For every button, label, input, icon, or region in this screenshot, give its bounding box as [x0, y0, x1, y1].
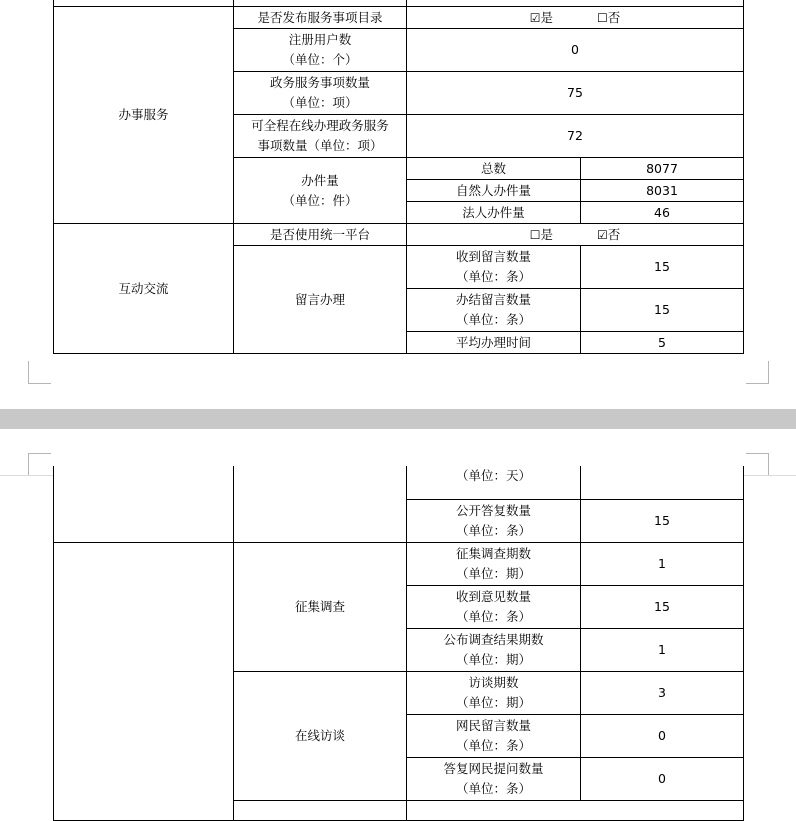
interview-periods-label-cell: [407, 671, 581, 714]
government-website-table-part-2: [53, 466, 744, 821]
items-value: 75: [407, 72, 744, 115]
interview-periods-label: 访谈期数: [468, 674, 519, 690]
total-value: 8077: [581, 158, 744, 180]
checkbox-checked-icon: ☑: [529, 10, 541, 25]
message-label: 留言办理: [234, 246, 407, 354]
message-continued: [234, 466, 407, 542]
items-unit: （单位：项）: [282, 95, 358, 110]
checkbox-checked-icon: ☑: [597, 227, 608, 242]
received-label: 收到留言数量: [455, 249, 531, 264]
opinions-unit: （单位：条）: [455, 608, 531, 624]
online-label-line-2: 事项数量（单位：项）: [257, 138, 383, 153]
results-unit: （单位：期）: [455, 651, 531, 667]
online-value: 72: [407, 115, 744, 158]
next-row-value: [407, 800, 744, 820]
platform-yes-option: ☐是: [530, 225, 553, 245]
online-label-line-1: 可全程在线办理政务服务: [251, 118, 389, 133]
interview-periods-unit: （单位：期）: [455, 694, 531, 710]
catalog-no-option: ☐否: [597, 8, 620, 28]
platform-checkbox-cell: [407, 224, 744, 246]
platform-no-option: ☑否: [597, 225, 620, 245]
public-reply-unit: （单位：条）: [455, 522, 531, 538]
catalog-label: 是否发布服务事项目录: [234, 7, 407, 29]
page-corner-mark: [28, 453, 51, 476]
survey-periods-unit: （单位：期）: [455, 565, 531, 581]
legal-value: 46: [581, 202, 744, 224]
messages-label: 网民留言数量: [455, 717, 531, 733]
day-unit: （单位：天）: [407, 466, 581, 499]
received-unit: （单位：条）: [455, 269, 531, 284]
table-row: [54, 7, 744, 29]
interview-periods-value: 3: [581, 671, 744, 714]
interview-label: 在线访谈: [234, 671, 407, 800]
results-label-cell: [407, 628, 581, 671]
users-value: 0: [407, 29, 744, 72]
survey-periods-value: 1: [581, 542, 744, 585]
survey-label: 征集调查: [234, 542, 407, 671]
category-interaction: 互动交流: [54, 224, 234, 354]
received-label-cell: [407, 246, 581, 289]
catalog-checkbox-cell: [407, 7, 744, 29]
category-service: 办事服务: [54, 7, 234, 224]
category-continued: [54, 466, 234, 542]
results-label: 公布调查结果期数: [443, 631, 544, 647]
online-label-cell: [234, 115, 407, 158]
results-value: 1: [581, 628, 744, 671]
natural-value: 8031: [581, 180, 744, 202]
answers-label: 答复网民提问数量: [443, 760, 544, 776]
avg-time-value: 5: [581, 332, 744, 354]
answers-value: 0: [581, 757, 744, 800]
items-label-cell: [234, 72, 407, 115]
survey-periods-label: 征集调查期数: [455, 545, 531, 561]
checkbox-unchecked-icon: ☐: [597, 10, 608, 25]
answers-unit: （单位：条）: [455, 780, 531, 796]
page-corner-mark: [746, 361, 769, 384]
handled-label-cell: [407, 289, 581, 332]
next-row-label: [234, 800, 407, 820]
platform-label: 是否使用统一平台: [234, 224, 407, 246]
avg-time-value-continued: [581, 466, 744, 499]
checkbox-unchecked-icon: ☐: [529, 227, 541, 242]
users-unit: （单位：个）: [282, 52, 358, 67]
messages-unit: （单位：条）: [455, 737, 531, 753]
natural-label: 自然人办件量: [407, 180, 581, 202]
table-row: [54, 224, 744, 246]
category-continued: [54, 542, 234, 820]
page-gap: [0, 409, 796, 429]
public-reply-label: 公开答复数量: [455, 502, 531, 518]
volume-unit: （单位：件）: [282, 192, 358, 208]
table-row: [54, 466, 744, 499]
handled-label: 办结留言数量: [455, 292, 531, 307]
handled-value: 15: [581, 289, 744, 332]
volume-label: 办件量: [301, 172, 339, 188]
answers-label-cell: [407, 757, 581, 800]
users-label: 注册用户数: [288, 32, 352, 47]
items-label: 政务服务事项数量: [269, 75, 370, 90]
messages-value: 0: [581, 714, 744, 757]
total-label: 总数: [407, 158, 581, 180]
opinions-label-cell: [407, 585, 581, 628]
public-reply-label-cell: [407, 499, 581, 542]
received-value: 15: [581, 246, 744, 289]
legal-label: 法人办件量: [407, 202, 581, 224]
avg-time-label: 平均办理时间: [407, 332, 581, 354]
public-reply-value: 15: [581, 499, 744, 542]
catalog-yes-option: ☑是: [530, 8, 553, 28]
handled-unit: （单位：条）: [455, 312, 531, 327]
volume-label-cell: [234, 158, 407, 224]
users-label-cell: [234, 29, 407, 72]
government-website-table-part-1: [53, 0, 744, 354]
table-row: [54, 542, 744, 585]
page-corner-mark: [28, 361, 51, 384]
messages-label-cell: [407, 714, 581, 757]
opinions-label: 收到意见数量: [455, 588, 531, 604]
document-page-1: [0, 0, 796, 409]
opinions-value: 15: [581, 585, 744, 628]
survey-periods-label-cell: [407, 542, 581, 585]
page-corner-mark: [746, 453, 769, 476]
